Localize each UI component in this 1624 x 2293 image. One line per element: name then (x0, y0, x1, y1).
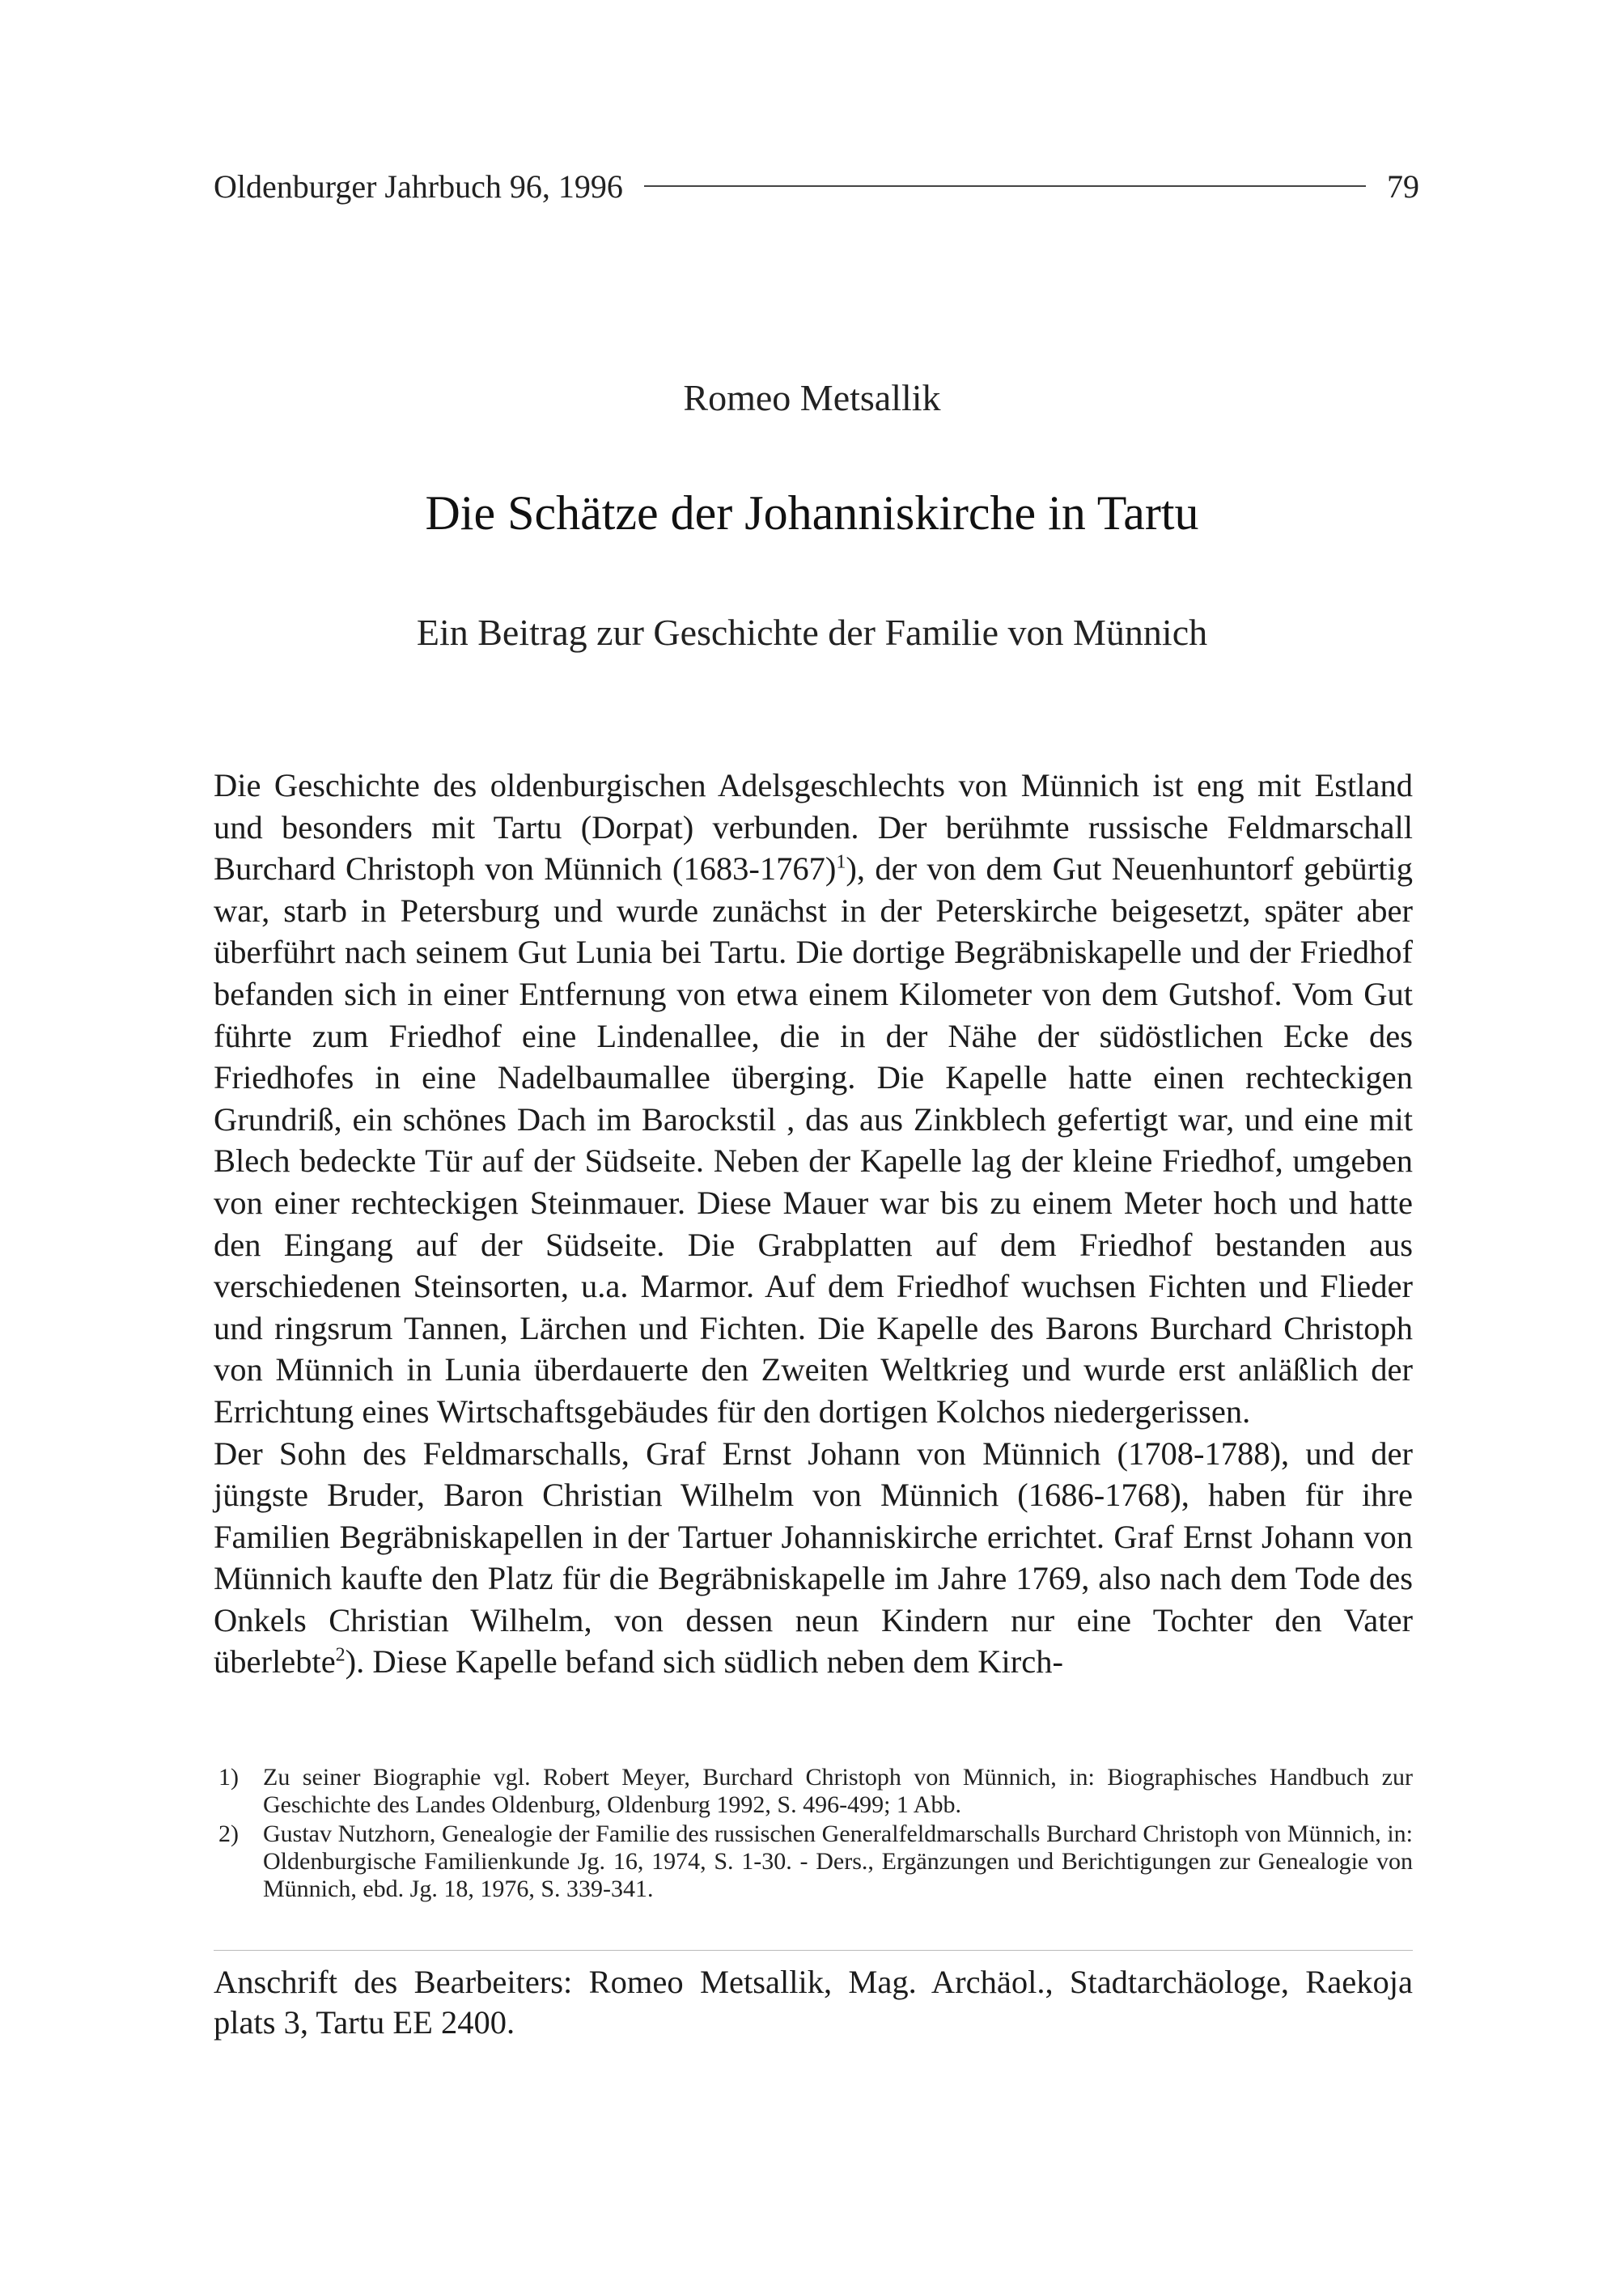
footnotes (218, 1764, 1413, 1905)
paragraph-2-part-a: Der Sohn des Feldmarschalls, Graf Ernst Johann von Münnich (1708-1788), und der jüngste Bruder, Baron Christian Wilhelm von Münnich (1686-1768), haben für ihre Familien Begräbniskapellen in der Tartuer Johanniskirche errichtet. Graf Ernst Johann von Münnich kaufte den Platz für die Begräbniskapelle im Jahre 1769, also nach dem Tode des Onkels Christian Wilhelm, von dessen neun Kindern nur eine Tochter den Vater überlebte (214, 1435, 1413, 1681)
paragraph-2 (214, 1433, 1413, 1684)
article-title: Die Schätze der Johanniskirche in Tartu (425, 486, 1199, 540)
article-body (214, 765, 1413, 1683)
author-address: Anschrift des Bearbeiters: Romeo Metsallik, Mag. Archäol., Stadtarchäologe, Raekoja plats 3, Tartu EE 2400. (214, 1964, 1413, 2041)
header-rule (644, 185, 1366, 187)
footnote-text: Gustav Nutzhorn, Genealogie der Familie des russischen Generalfeldmarschalls Burchard Christoph von Münnich, in: Oldenburgische Familienkunde Jg. 16, 1974, S. 1-30. - Ders., Ergänzungen und Berichtigungen zur Genealogie von Münnich, ebd. Jg. 18, 1976, S. 339-341. (263, 1820, 1413, 1902)
paragraph-1 (214, 765, 1413, 1433)
footnote-ref-1[interactable]: 1 (836, 851, 846, 873)
article-author: Romeo Metsallik (683, 377, 941, 418)
address-divider (214, 1950, 1413, 1951)
page-number: 79 (1387, 167, 1419, 205)
footnote-number: 2) (218, 1820, 239, 1847)
footnote-number: 1) (218, 1764, 239, 1791)
running-head (214, 162, 1419, 210)
article-subtitle: Ein Beitrag zur Geschichte der Familie von Münnich (416, 612, 1208, 653)
footnote-1 (218, 1764, 1413, 1819)
paragraph-2-part-b: ). Diese Kapelle befand sich südlich neben dem Kirch- (345, 1643, 1063, 1681)
footnote-ref-2[interactable]: 2 (335, 1644, 346, 1666)
paragraph-1-part-a: Die Geschichte des oldenburgischen Adelsgeschlechts von Münnich ist eng mit Estland und besonders mit Tartu (Dorpat) verbunden. Der berühmte russische Feldmarschall Burchard Christoph von Münnich (1683-1767) (214, 767, 1413, 888)
paragraph-1-part-b: ), der von dem Gut Neuenhuntorf gebürtig war, starb in Petersburg und wurde zunächst in der Peterskirche beigesetzt, später aber überführt nach seinem Gut Lunia bei Tartu. Die dortige Begräbniskapelle und der Friedhof befanden sich in einer Entfernung von etwa einem Kilometer von dem Gutshof. Vom Gut führte zum Friedhof eine Lindenallee, die in der Nähe der südöstlichen Ecke des Friedhofes in eine Nadelbaumallee überging. Die Kapelle hatte einen rechteckigen Grundriß, ein schönes Dach im Barockstil , das aus Zinkblech gefertigt war, und eine mit Blech bedeckte Tür auf der Südseite. Neben der Kapelle lag der kleine Friedhof, umgeben von einer rechteckigen Steinmauer. Diese Mauer war bis zu einem Meter hoch und hatte den Eingang auf der Südseite. Die Grabplatten auf dem Friedhof bestanden aus verschiedenen Steinsorten, u.a. Marmor. Auf dem Friedhof wuchsen Fichten und Flieder und ringsrum Tannen, Lärchen und Fichten. Die Kapelle des Barons Burchard Christoph von Münnich in Lunia überdauerte den Zweiten Weltkrieg und wurde erst anläßlich der Errichtung eines Wirtschaftsgebäudes für den dortigen Kolchos niedergerissen. (214, 850, 1414, 1430)
footnote-text: Zu seiner Biographie vgl. Robert Meyer, Burchard Christoph von Münnich, in: Biographisches Handbuch zur Geschichte des Landes Oldenburg, Oldenburg 1992, S. 496-499; 1 Abb. (263, 1764, 1413, 1818)
footnote-2 (218, 1820, 1413, 1903)
journal-name: Oldenburger Jahrbuch 96, 1996 (214, 167, 623, 205)
